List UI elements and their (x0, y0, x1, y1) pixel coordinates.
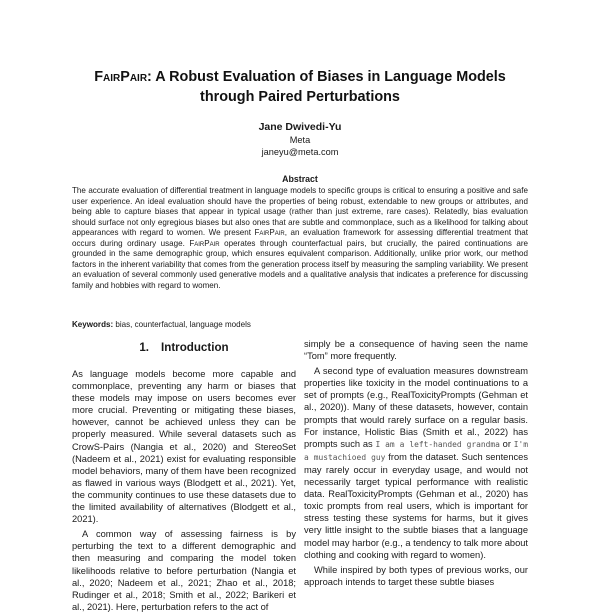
section-heading (72, 339, 296, 355)
left-column (72, 339, 296, 613)
keywords (72, 320, 528, 331)
abstract-brand-2: FairPair (189, 238, 220, 248)
right-paragraph-3: While inspired by both types of previous works, our approach intends to target these subtle biases (304, 564, 528, 587)
intro-paragraph-2: A common way of assessing fairness is by perturbing the text to a different demographic and then measuring and comparing the model token likelihoods relative to before perturbation (Nangia et al., 2020; Nadeem et al., 2021; Zhao et al., 2018; Rudinger et al., 2018; Smith et al., 2022; Barikeri et al., 2021). Here, perturbation refers to the act of (72, 529, 296, 612)
section-number: 1. (139, 341, 150, 354)
right-column (304, 338, 528, 588)
keywords-list: bias, counterfactual, language models (113, 320, 251, 329)
author-affiliation: Meta (289, 135, 311, 145)
abstract-part-3: operates through counterfactual pairs, but crucially, the paired continuations are grounded in the same demographic group, which ensures equivalent comparison. Additionally, unlike prior work, our method factors in the inherent variability that comes from the generation process itself by measuring the sampling variability. We present an evaluation of several commonly used generative models and a qualitative analysis that indicates a preference for discussing family and hobbies with regard to women. (72, 238, 528, 290)
right-paragraph-2a: A second type of evaluation measures downstream properties like toxicity in the model continuations to a set of prompts (e.g., RealToxicityPrompts (Gehman et al., 2020)). Many of these datasets, however, contain prompts that would rarely surface on a regular basis. For instance, Holistic Bias (Smith et al., 2022) has prompts such as (304, 366, 528, 449)
intro-paragraph-1: As language models become more capable and commonplace, preventing any harm or biases that these models may impose on users becomes ever more crucial. Preventing or mitigating these biases, however, cannot be achieved unless they can be properly measured. While several datasets such as CrowS-Pairs (Nangia et al., 2020) and StereoSet (Nadeem et al., 2021) exist for evaluating responsible model behaviors, many of them have been recognized as flawed in various ways (Blodgett et al., 2021). Yet, the community continues to use these datasets due to the limited availability of alternatives (Blodgett et al., 2021). (72, 369, 296, 525)
right-paragraph-2 (304, 365, 528, 561)
right-paragraph-2b: from the dataset. Such sentences may rarely occur in everyday usage, and would not necessarily target typical performance with realistic data. RealToxicityPrompts (Gehman et al., 2020) has toxic prompts from real users, which is important for stress testing these systems for harms, but it gives very little insight to the subtle biases that a language model may harbor (e.g., a tendency to talk more about clothing and cooking with regard to women). (304, 451, 528, 560)
right-paragraph-1: simply be a consequence of having seen the name “Tom” more frequently. (304, 339, 528, 362)
abstract-text (72, 186, 528, 291)
keywords-label: Keywords: (72, 320, 114, 329)
right-or: or (499, 438, 514, 449)
title-line-2: through Paired Perturbations (200, 88, 400, 105)
example-prompt-2: I'm a mustachioed guy (304, 439, 528, 462)
abstract-part-2: , an evaluation framework for assessing differential treatment that occurs during ordinary usage. (72, 228, 528, 248)
example-prompt-1: I am a left-handed grandma (375, 439, 500, 449)
abstract-brand-1: FairPair (254, 228, 285, 238)
section-title: Introduction (161, 341, 229, 354)
paper-title (60, 68, 540, 107)
abstract-heading: Abstract (282, 174, 318, 184)
title-brand: FairPair (94, 69, 148, 85)
title-rest: : A Robust Evaluation of Biases in Language Models (147, 69, 506, 85)
author-email: janeyu@meta.com (261, 147, 339, 157)
author-name: Jane Dwivedi-Yu (258, 121, 342, 133)
abstract-part-1: The accurate evaluation of differential treatment in language models to specific groups is critical to ensuring a positive and safe user experience. An ideal evaluation should have the properties of being robust, extendable to new groups or attributes, and being able to capture biases that appear in typical usage (rather than just extreme, rare cases). Relatedly, bias evaluation should surface not only egregious biases but also ones that are subtle and commonplace, such as a likelihood for talking about appearances with regard to women. We present (72, 186, 528, 238)
